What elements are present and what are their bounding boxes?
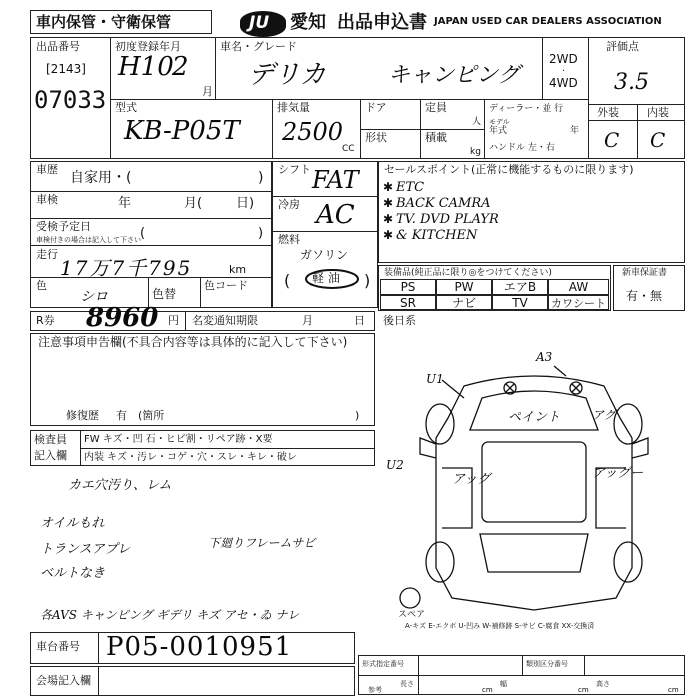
equip-sr: SR [380,295,436,310]
drive-2wd: 2WD [549,52,578,66]
dealer-row1: ディーラー・並 行 [489,104,564,114]
sales-point-item: & KITCHEN [396,228,478,243]
spec-width-unit: cm [578,686,589,694]
lot-label: 出品番号 [36,40,80,53]
ju-logo-text: JU [249,13,270,33]
fuel-circle-mark [302,266,362,292]
notes-label: 注意事項申告欄(不具合内容等は具体的に記入して下さい) [38,335,348,349]
inspection-year: 年 [118,196,132,211]
sales-point-item: TV. DVD PLAYR [396,212,499,227]
interior-label: 内装 [647,106,669,119]
bullet-mark: ✱ [383,180,394,194]
warranty-options: 有・無 [626,289,663,303]
car-damage-diagram [384,358,684,628]
registration-month-unit: 月 [202,85,213,98]
registration-month: 2 [172,52,189,82]
aircon-label: 冷房 [278,198,300,211]
chassis-label: 車台番号 [36,640,80,653]
association-name: JAPAN USED CAR DEALERS ASSOCIATION [434,16,662,27]
history-value: 自家用・( [70,170,132,186]
sales-point-item: ETC [396,180,425,195]
inspector-row2: 内装 キズ・汚レ・コゲ・穴・スレ・キレ・破レ [84,452,297,463]
exterior-label: 外装 [597,106,619,119]
inspector-label1: 検査員 [34,433,67,446]
warranty-label: 新車保証書 [622,268,668,278]
spec-length: 長さ [400,680,414,688]
bullet-mark: ✱ [383,212,394,226]
drive-sep: · [562,66,566,77]
model-code-value: KB-P05T [124,116,240,146]
diagram-label-a3: A3 [536,350,553,364]
diagram-label-ag-left: アッグ [452,472,491,487]
rear-seat-label: 後日系 [383,314,416,327]
recv-date-note: 車検付きの場合は記入して下さい [36,236,141,244]
repair-close: ) [355,409,360,422]
location-label: 会場記入欄 [36,674,91,687]
equip-seat: カワシート [548,295,609,310]
displacement-label: 排気量 [277,101,310,114]
inspection-month: 月( [184,196,203,211]
repair-place: (箇所 [138,409,165,422]
dealer-year: 年式 [489,126,508,136]
diagram-label-ag-top: アグ [592,408,616,422]
dealer-model: モデル [489,118,510,126]
handwritten-note: 各AVS キャンピング ギデリ キズ アセ・ゐ ナレ [40,608,300,622]
spec-length-unit: cm [482,686,493,694]
recycle-unit: 円 [168,314,179,327]
inspection-label: 車検 [36,193,58,206]
capacity-unit: 人 [472,117,482,127]
model-code-label: 型式 [115,101,137,114]
spec-row1: 形式指定番号 [362,660,404,668]
color-change-label: 色替 [152,287,177,301]
diagram-label-spare: スペア [398,610,426,620]
org-name: 愛知 [290,12,326,33]
diagram-label-paint: ペイント [508,410,561,425]
recycle-value: 8960 [86,303,159,333]
fuel-gasoline: ガソリン [300,248,349,262]
recv-date-label: 受検予定日 [36,220,91,233]
handwritten-note: ベルトなき [40,566,106,581]
chassis-value: P05-0010951 [106,632,293,662]
shape-label: 形状 [365,131,387,144]
color-code-label: 色コード [204,279,248,292]
displacement-value: 2500 [282,118,344,146]
diagram-label-u1: U1 [426,372,444,386]
equip-airbag: エアB [492,279,548,295]
color-value: シロ [80,289,108,305]
interior-value: C [650,128,666,152]
equip-ps: PS [380,279,436,295]
equip-navi: ナビ [436,295,492,310]
spec-ref: 参考 [368,686,382,694]
lot-code: [2143] [46,62,86,76]
mileage-value: 17万7千795 [60,256,193,280]
sales-points-label: セールスポイント(正常に機能するものに限ります) [384,163,634,176]
inspector-row1: FW キズ・凹 石・ヒビ割・リペア跡・X要 [84,434,273,445]
equip-aw: AW [548,279,609,295]
fuel-paren-close: ) [364,271,371,290]
recv-date-open: ( [140,226,146,241]
drive-4wd: 4WD [549,76,578,90]
diagram-label-u2: U2 [386,458,404,472]
spec-height-unit: cm [668,686,679,694]
handwritten-note: トランスアプレ [40,542,131,557]
spec-row2: 類別区分番号 [526,660,568,668]
dealer-handle: ハンドル 左・右 [489,143,555,153]
model-grade-value: キャンピング [388,63,520,88]
recycle-label: R券 [36,314,55,327]
inspector-label2: 記入欄 [34,449,67,462]
lot-number: 07033 [34,86,107,114]
storage-label: 車内保管・守衛保管 [36,13,172,31]
load-unit: kg [470,147,481,157]
registration-label: 初度登録年月 [115,40,181,53]
aircon-value: AC [316,200,355,230]
history-close: ) [258,170,264,186]
model-name-value: デリカ [248,60,326,90]
grade-score-value: 3.5 [614,70,649,95]
mileage-unit: km [229,263,247,276]
fuel-label: 燃料 [278,233,300,246]
history-label: 車歴 [36,163,58,176]
deadline-label: 名変通知期限 [192,314,258,327]
bullet-mark: ✱ [383,196,394,210]
inspection-day: 日) [236,196,255,211]
mileage-label: 走行 [36,248,58,261]
fuel-diesel: 軽 油 [312,271,340,285]
spec-width: 幅 [500,680,507,688]
displacement-unit: CC [342,144,355,154]
handwritten-note: カエ穴汚り、レム [68,478,172,493]
grade-score-label: 評価点 [606,40,639,53]
model-name-label: 車名・グレード [220,40,297,53]
exterior-value: C [604,128,620,152]
handwritten-note: 下廻りフレームサビ [208,536,316,550]
repair-value: 有 [116,409,127,422]
sales-point-item: BACK CAMRA [396,196,491,211]
form-title: 出品申込書 [337,12,427,33]
door-label: ドア [365,101,387,114]
deadline-day: 日 [354,314,365,327]
damage-legend: A-キズ E-エクボ U-凹み W-補修跡 S-サビ C-腐食 XX-交換済 [405,622,595,630]
spec-height: 高さ [596,680,610,688]
equipment-label: 装備品(純正品に限り◎をつけてください) [384,268,552,278]
load-label: 積載 [425,131,447,144]
color-label: 色 [36,279,47,292]
recv-date-close: ) [258,226,264,241]
shift-label: シフト [278,163,311,176]
deadline-month: 月 [302,314,313,327]
repair-label: 修復歴 [66,409,99,422]
diagram-label-ag-right: アッグー [592,466,644,481]
shift-value: FAT [312,166,359,194]
registration-year: H10 [118,52,174,82]
equip-tv: TV [492,295,548,310]
capacity-label: 定員 [425,101,447,114]
bullet-mark: ✱ [383,228,394,242]
dealer-year-unit: 年 [570,126,580,136]
equip-pw: PW [436,279,492,295]
handwritten-note: オイルもれ [40,516,105,531]
fuel-paren-open: ( [284,271,291,290]
